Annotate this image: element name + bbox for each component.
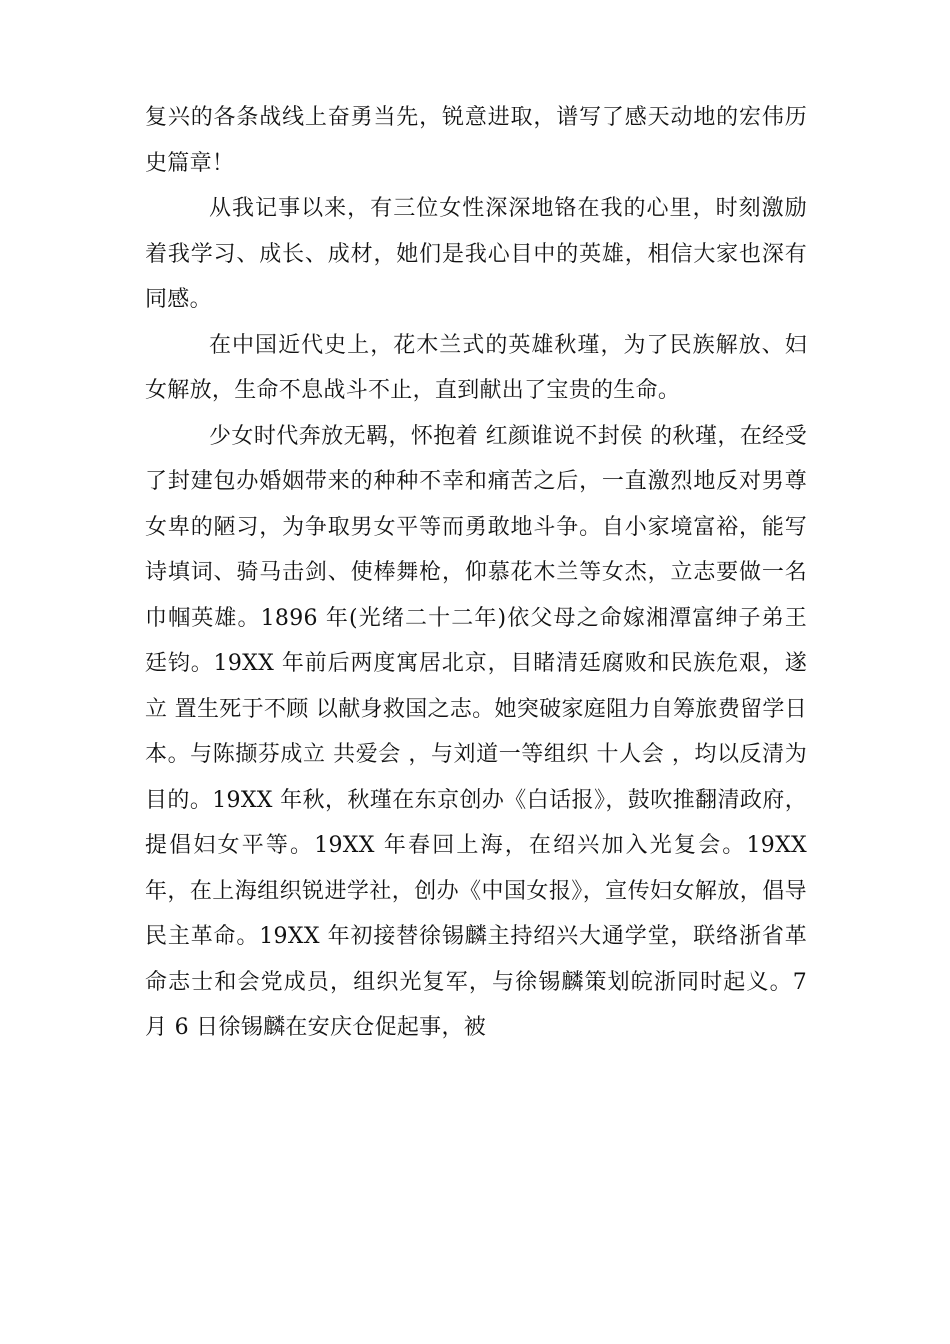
paragraph-1: 复兴的各条战线上奋勇当先，锐意进取，谱写了感天动地的宏伟历史篇章！ [145, 105, 807, 176]
paragraph-3: 在中国近代史上，花木兰式的英雄秋瑾，为了民族解放、妇女解放，生命不息战斗不止，直到献出了宝贵的生命。 [145, 332, 807, 403]
body-text [145, 95, 807, 1051]
paragraph-2: 从我记事以来，有三位女性深深地铬在我的心里，时刻激励着我学习、成长、成材，她们是我心目中的英雄，相信大家也深有同感。 [145, 196, 807, 312]
paragraph-4: 少女时代奔放无羁，怀抱着 红颜谁说不封侯 的秋瑾，在经受了封建包办婚姻带来的种种不幸和痛苦之后，一直激烈地反对男尊女卑的陋习，为争取男女平等而勇敢地斗争。自小家境富裕，能写诗填词、骑马击剑、使棒舞枪，仰慕花木兰等女杰，立志要做一名巾帼英雄。1896 年(光绪二十二年)依父母之命嫁湘潭富绅子弟王廷钧。19XX 年前后两度寓居北京，目睹清廷腐败和民族危艰，遂立 置生死于不顾 以献身救国之志。她突破家庭阻力自筹旅费留学日本。与陈撷芬成立 共爱会 ，与刘道一等组织 十人会 ，均以反清为目的。19XX 年秋，秋瑾在东京创办《白话报》，鼓吹推翻清政府，提倡妇女平等。19XX 年春回上海，在绍兴加入光复会。19XX 年，在上海组织锐进学社，创办《中国女报》，宣传妇女解放，倡导民主革命。19XX 年初接替徐锡麟主持绍兴大通学堂，联络浙省革命志士和会党成员，组织光复军，与徐锡麟策划皖浙同时起义。7 月 6 日徐锡麟在安庆仓促起事，被 [145, 423, 807, 1040]
